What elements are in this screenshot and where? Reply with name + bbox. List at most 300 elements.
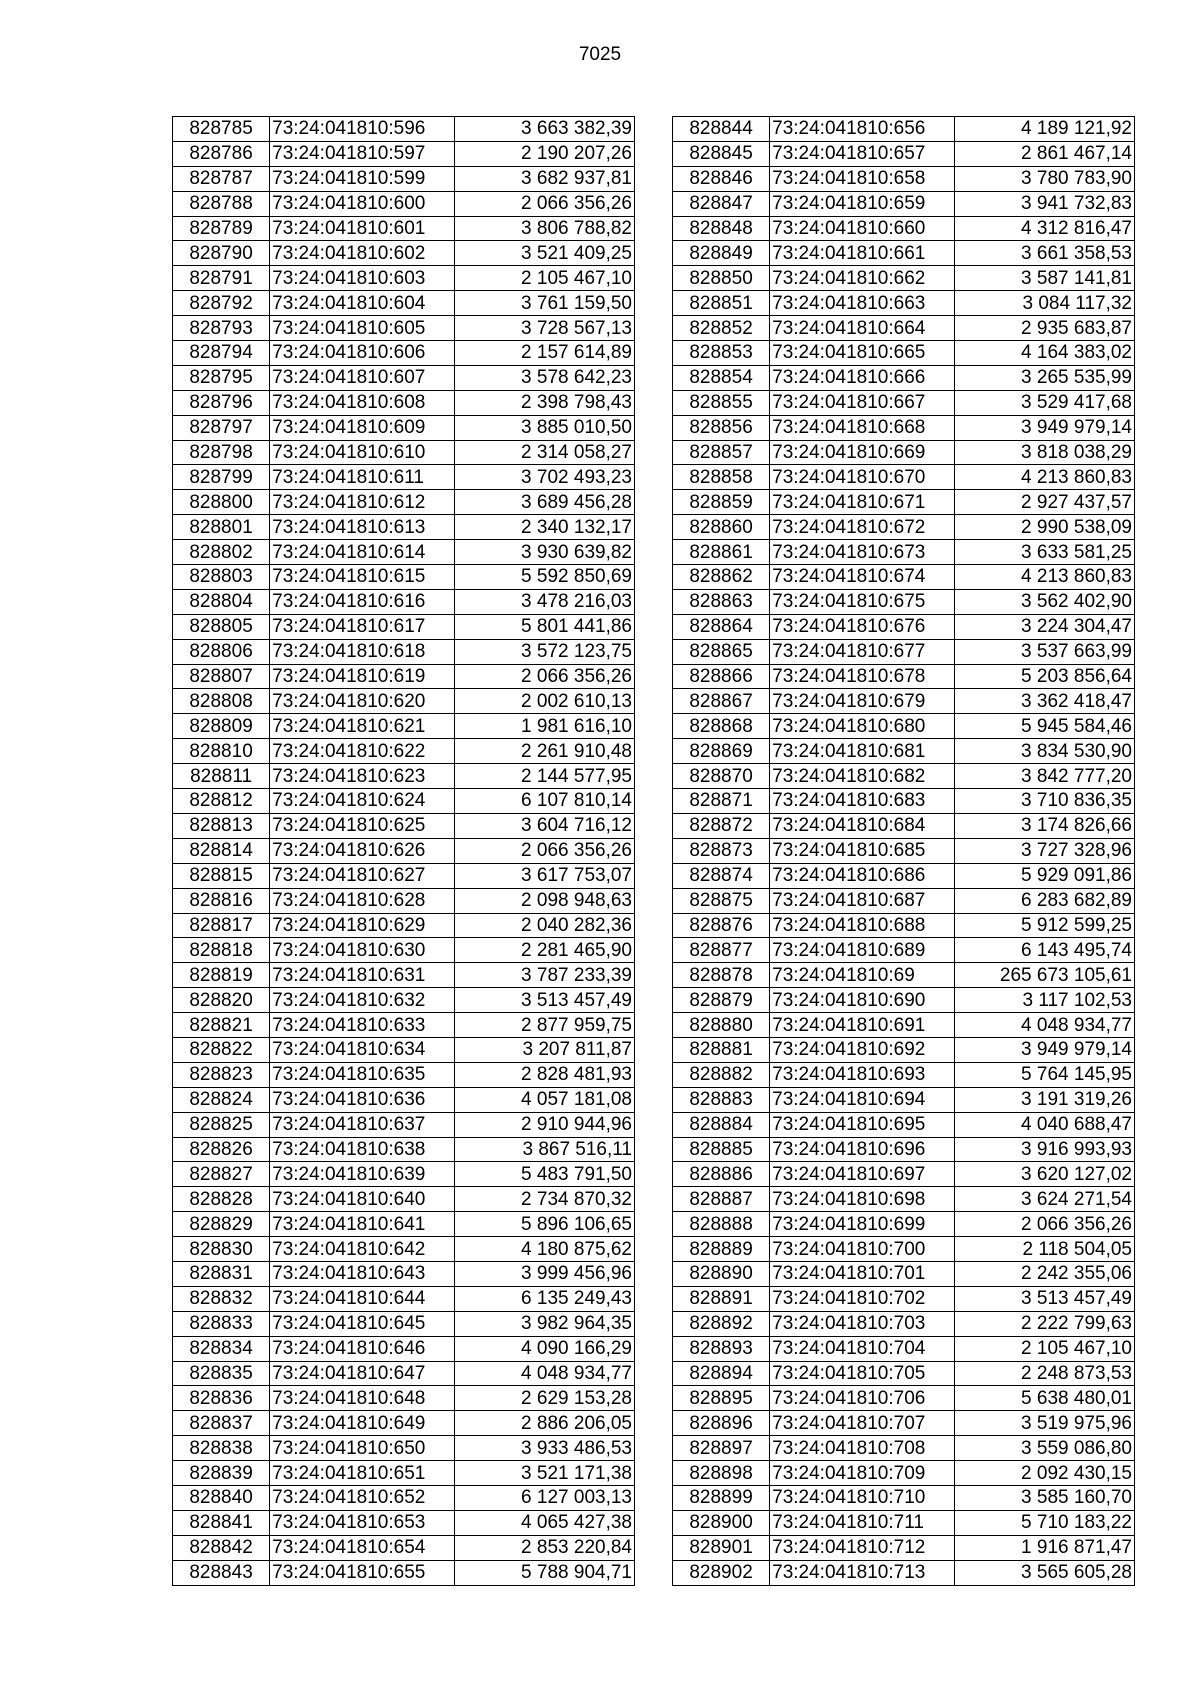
row-number-cell: 828815 — [173, 863, 270, 888]
registry-table-right — [672, 116, 1135, 1586]
cadastral-number-cell: 73:24:041810:669 — [770, 440, 955, 465]
cadastral-number-cell: 73:24:041810:627 — [270, 863, 455, 888]
cadastral-number-cell: 73:24:041810:622 — [270, 739, 455, 764]
row-number-cell: 828849 — [673, 241, 770, 266]
value-cell: 5 764 145,95 — [955, 1062, 1135, 1087]
table-row — [173, 714, 635, 739]
cadastral-number-cell: 73:24:041810:612 — [270, 490, 455, 515]
value-cell: 5 896 106,65 — [455, 1212, 635, 1237]
value-cell: 2 877 959,75 — [455, 1013, 635, 1038]
row-number-cell: 828823 — [173, 1062, 270, 1087]
cadastral-number-cell: 73:24:041810:675 — [770, 589, 955, 614]
row-number-cell: 828798 — [173, 440, 270, 465]
value-cell: 3 117 102,53 — [955, 988, 1135, 1013]
value-cell: 2 910 944,96 — [455, 1112, 635, 1137]
row-number-cell: 828894 — [673, 1361, 770, 1386]
registry-table-left — [172, 116, 635, 1586]
table-row — [173, 1087, 635, 1112]
table-row — [173, 515, 635, 540]
cadastral-number-cell: 73:24:041810:694 — [770, 1087, 955, 1112]
table-row — [673, 888, 1135, 913]
cadastral-number-cell: 73:24:041810:703 — [770, 1311, 955, 1336]
value-cell: 3 617 753,07 — [455, 863, 635, 888]
cadastral-number-cell: 73:24:041810:702 — [770, 1286, 955, 1311]
row-number-cell: 828846 — [673, 166, 770, 191]
row-number-cell: 828861 — [673, 540, 770, 565]
value-cell: 5 592 850,69 — [455, 565, 635, 590]
value-cell: 2 927 437,57 — [955, 490, 1135, 515]
table-row — [173, 1137, 635, 1162]
table-row — [673, 141, 1135, 166]
value-cell: 3 661 358,53 — [955, 241, 1135, 266]
cadastral-number-cell: 73:24:041810:667 — [770, 390, 955, 415]
cadastral-number-cell: 73:24:041810:677 — [770, 639, 955, 664]
table-row — [173, 888, 635, 913]
row-number-cell: 828809 — [173, 714, 270, 739]
row-number-cell: 828888 — [673, 1212, 770, 1237]
value-cell: 3 728 567,13 — [455, 316, 635, 341]
table-row — [673, 117, 1135, 142]
value-cell: 4 213 860,83 — [955, 565, 1135, 590]
cadastral-number-cell: 73:24:041810:621 — [270, 714, 455, 739]
table-row — [173, 1510, 635, 1535]
value-cell: 3 084 117,32 — [955, 291, 1135, 316]
table-row — [673, 789, 1135, 814]
table-row — [673, 1560, 1135, 1585]
page-number: 7025 — [578, 44, 622, 65]
table-row — [173, 813, 635, 838]
value-cell: 6 143 495,74 — [955, 938, 1135, 963]
table-row — [673, 938, 1135, 963]
row-number-cell: 828797 — [173, 415, 270, 440]
row-number-cell: 828831 — [173, 1261, 270, 1286]
value-cell: 3 842 777,20 — [955, 764, 1135, 789]
row-number-cell: 828858 — [673, 465, 770, 490]
value-cell: 2 066 356,26 — [955, 1212, 1135, 1237]
row-number-cell: 828837 — [173, 1411, 270, 1436]
row-number-cell: 828840 — [173, 1485, 270, 1510]
table-row — [673, 266, 1135, 291]
cadastral-number-cell: 73:24:041810:69 — [770, 963, 955, 988]
table-row — [673, 1535, 1135, 1560]
value-cell: 2 118 504,05 — [955, 1237, 1135, 1262]
cadastral-number-cell: 73:24:041810:638 — [270, 1137, 455, 1162]
value-cell: 1 981 616,10 — [455, 714, 635, 739]
cadastral-number-cell: 73:24:041810:656 — [770, 117, 955, 142]
table-row — [673, 589, 1135, 614]
value-cell: 3 521 409,25 — [455, 241, 635, 266]
row-number-cell: 828835 — [173, 1361, 270, 1386]
table-row — [173, 1485, 635, 1510]
row-number-cell: 828852 — [673, 316, 770, 341]
table-row — [173, 1535, 635, 1560]
table-row — [173, 614, 635, 639]
row-number-cell: 828801 — [173, 515, 270, 540]
value-cell: 3 529 417,68 — [955, 390, 1135, 415]
row-number-cell: 828870 — [673, 764, 770, 789]
table-row — [673, 1411, 1135, 1436]
table-row — [673, 739, 1135, 764]
table-row — [673, 1062, 1135, 1087]
value-cell: 3 885 010,50 — [455, 415, 635, 440]
value-cell: 2 066 356,26 — [455, 838, 635, 863]
cadastral-number-cell: 73:24:041810:657 — [770, 141, 955, 166]
row-number-cell: 828886 — [673, 1162, 770, 1187]
cadastral-number-cell: 73:24:041810:706 — [770, 1386, 955, 1411]
table-row — [173, 639, 635, 664]
value-cell: 3 224 304,47 — [955, 614, 1135, 639]
value-cell: 3 478 216,03 — [455, 589, 635, 614]
table-row — [673, 1013, 1135, 1038]
row-number-cell: 828853 — [673, 341, 770, 366]
row-number-cell: 828834 — [173, 1336, 270, 1361]
cadastral-number-cell: 73:24:041810:633 — [270, 1013, 455, 1038]
value-cell: 2 935 683,87 — [955, 316, 1135, 341]
cadastral-number-cell: 73:24:041810:632 — [270, 988, 455, 1013]
cadastral-number-cell: 73:24:041810:697 — [770, 1162, 955, 1187]
cadastral-number-cell: 73:24:041810:618 — [270, 639, 455, 664]
row-number-cell: 828869 — [673, 739, 770, 764]
table-row — [173, 1411, 635, 1436]
value-cell: 2 734 870,32 — [455, 1187, 635, 1212]
cadastral-number-cell: 73:24:041810:611 — [270, 465, 455, 490]
cadastral-number-cell: 73:24:041810:647 — [270, 1361, 455, 1386]
table-row — [173, 1037, 635, 1062]
row-number-cell: 828829 — [173, 1212, 270, 1237]
cadastral-number-cell: 73:24:041810:649 — [270, 1411, 455, 1436]
cadastral-number-cell: 73:24:041810:673 — [770, 540, 955, 565]
table-row — [673, 390, 1135, 415]
value-cell: 4 213 860,83 — [955, 465, 1135, 490]
cadastral-number-cell: 73:24:041810:659 — [770, 191, 955, 216]
row-number-cell: 828796 — [173, 390, 270, 415]
row-number-cell: 828839 — [173, 1461, 270, 1486]
cadastral-number-cell: 73:24:041810:674 — [770, 565, 955, 590]
cadastral-number-cell: 73:24:041810:665 — [770, 341, 955, 366]
table-row — [673, 365, 1135, 390]
row-number-cell: 828847 — [673, 191, 770, 216]
table-row — [173, 241, 635, 266]
row-number-cell: 828805 — [173, 614, 270, 639]
value-cell: 2 002 610,13 — [455, 689, 635, 714]
cadastral-number-cell: 73:24:041810:672 — [770, 515, 955, 540]
value-cell: 5 710 183,22 — [955, 1510, 1135, 1535]
cadastral-number-cell: 73:24:041810:617 — [270, 614, 455, 639]
row-number-cell: 828800 — [173, 490, 270, 515]
value-cell: 2 314 058,27 — [455, 440, 635, 465]
cadastral-number-cell: 73:24:041810:600 — [270, 191, 455, 216]
value-cell: 3 818 038,29 — [955, 440, 1135, 465]
table-row — [173, 1461, 635, 1486]
cadastral-number-cell: 73:24:041810:689 — [770, 938, 955, 963]
row-number-cell: 828876 — [673, 913, 770, 938]
value-cell: 3 604 716,12 — [455, 813, 635, 838]
value-cell: 3 513 457,49 — [955, 1286, 1135, 1311]
cadastral-number-cell: 73:24:041810:687 — [770, 888, 955, 913]
row-number-cell: 828827 — [173, 1162, 270, 1187]
cadastral-number-cell: 73:24:041810:602 — [270, 241, 455, 266]
cadastral-number-cell: 73:24:041810:704 — [770, 1336, 955, 1361]
value-cell: 5 203 856,64 — [955, 664, 1135, 689]
cadastral-number-cell: 73:24:041810:660 — [770, 216, 955, 241]
value-cell: 265 673 105,61 — [955, 963, 1135, 988]
value-cell: 3 562 402,90 — [955, 589, 1135, 614]
cadastral-number-cell: 73:24:041810:664 — [770, 316, 955, 341]
cadastral-number-cell: 73:24:041810:601 — [270, 216, 455, 241]
table-row — [673, 1237, 1135, 1262]
table-row — [673, 1311, 1135, 1336]
cadastral-number-cell: 73:24:041810:610 — [270, 440, 455, 465]
row-number-cell: 828836 — [173, 1386, 270, 1411]
table-row — [173, 1112, 635, 1137]
row-number-cell: 828786 — [173, 141, 270, 166]
row-number-cell: 828790 — [173, 241, 270, 266]
cadastral-number-cell: 73:24:041810:640 — [270, 1187, 455, 1212]
cadastral-number-cell: 73:24:041810:607 — [270, 365, 455, 390]
value-cell: 3 867 516,11 — [455, 1137, 635, 1162]
value-cell: 1 916 871,47 — [955, 1535, 1135, 1560]
table-row — [673, 988, 1135, 1013]
value-cell: 6 283 682,89 — [955, 888, 1135, 913]
cadastral-number-cell: 73:24:041810:668 — [770, 415, 955, 440]
cadastral-number-cell: 73:24:041810:707 — [770, 1411, 955, 1436]
table-row — [173, 341, 635, 366]
value-cell: 3 191 319,26 — [955, 1087, 1135, 1112]
value-cell: 3 565 605,28 — [955, 1560, 1135, 1585]
cadastral-number-cell: 73:24:041810:629 — [270, 913, 455, 938]
table-row — [173, 415, 635, 440]
table-row — [173, 589, 635, 614]
cadastral-number-cell: 73:24:041810:596 — [270, 117, 455, 142]
table-row — [173, 390, 635, 415]
cadastral-number-cell: 73:24:041810:679 — [770, 689, 955, 714]
value-cell: 5 929 091,86 — [955, 863, 1135, 888]
cadastral-number-cell: 73:24:041810:606 — [270, 341, 455, 366]
cadastral-number-cell: 73:24:041810:658 — [770, 166, 955, 191]
value-cell: 3 585 160,70 — [955, 1485, 1135, 1510]
cadastral-number-cell: 73:24:041810:684 — [770, 813, 955, 838]
table-row — [173, 863, 635, 888]
table-row — [673, 1037, 1135, 1062]
table-row — [673, 639, 1135, 664]
value-cell: 3 587 141,81 — [955, 266, 1135, 291]
cadastral-number-cell: 73:24:041810:713 — [770, 1560, 955, 1585]
table-row — [173, 1261, 635, 1286]
value-cell: 4 040 688,47 — [955, 1112, 1135, 1137]
table-row — [673, 1361, 1135, 1386]
table-row — [673, 764, 1135, 789]
row-number-cell: 828859 — [673, 490, 770, 515]
value-cell: 6 135 249,43 — [455, 1286, 635, 1311]
value-cell: 2 222 799,63 — [955, 1311, 1135, 1336]
table-row — [673, 1212, 1135, 1237]
table-row — [673, 490, 1135, 515]
table-row — [173, 789, 635, 814]
cadastral-number-cell: 73:24:041810:696 — [770, 1137, 955, 1162]
row-number-cell: 828887 — [673, 1187, 770, 1212]
table-row — [173, 913, 635, 938]
row-number-cell: 828795 — [173, 365, 270, 390]
value-cell: 3 761 159,50 — [455, 291, 635, 316]
value-cell: 4 048 934,77 — [955, 1013, 1135, 1038]
row-number-cell: 828893 — [673, 1336, 770, 1361]
table-row — [673, 1187, 1135, 1212]
table-row — [173, 1386, 635, 1411]
value-cell: 2 281 465,90 — [455, 938, 635, 963]
cadastral-number-cell: 73:24:041810:676 — [770, 614, 955, 639]
table-row — [173, 191, 635, 216]
row-number-cell: 828816 — [173, 888, 270, 913]
value-cell: 3 982 964,35 — [455, 1311, 635, 1336]
cadastral-number-cell: 73:24:041810:604 — [270, 291, 455, 316]
row-number-cell: 828884 — [673, 1112, 770, 1137]
cadastral-number-cell: 73:24:041810:623 — [270, 764, 455, 789]
cadastral-number-cell: 73:24:041810:683 — [770, 789, 955, 814]
row-number-cell: 828867 — [673, 689, 770, 714]
value-cell: 3 633 581,25 — [955, 540, 1135, 565]
cadastral-number-cell: 73:24:041810:603 — [270, 266, 455, 291]
value-cell: 3 834 530,90 — [955, 739, 1135, 764]
value-cell: 5 945 584,46 — [955, 714, 1135, 739]
row-number-cell: 828889 — [673, 1237, 770, 1262]
value-cell: 3 710 836,35 — [955, 789, 1135, 814]
value-cell: 3 578 642,23 — [455, 365, 635, 390]
cadastral-number-cell: 73:24:041810:608 — [270, 390, 455, 415]
table-row — [673, 565, 1135, 590]
row-number-cell: 828838 — [173, 1436, 270, 1461]
value-cell: 5 788 904,71 — [455, 1560, 635, 1585]
cadastral-number-cell: 73:24:041810:653 — [270, 1510, 455, 1535]
table-row — [173, 988, 635, 1013]
value-cell: 2 092 430,15 — [955, 1461, 1135, 1486]
value-cell: 3 999 456,96 — [455, 1261, 635, 1286]
table-row — [173, 1062, 635, 1087]
row-number-cell: 828824 — [173, 1087, 270, 1112]
cadastral-number-cell: 73:24:041810:651 — [270, 1461, 455, 1486]
row-number-cell: 828794 — [173, 341, 270, 366]
row-number-cell: 828885 — [673, 1137, 770, 1162]
table-row — [673, 241, 1135, 266]
table-row — [673, 1261, 1135, 1286]
table-row — [173, 963, 635, 988]
row-number-cell: 828811 — [173, 764, 270, 789]
table-row — [173, 764, 635, 789]
value-cell: 2 105 467,10 — [455, 266, 635, 291]
table-row — [673, 465, 1135, 490]
table-row — [173, 316, 635, 341]
cadastral-number-cell: 73:24:041810:646 — [270, 1336, 455, 1361]
row-number-cell: 828871 — [673, 789, 770, 814]
value-cell: 4 164 383,02 — [955, 341, 1135, 366]
cadastral-number-cell: 73:24:041810:613 — [270, 515, 455, 540]
row-number-cell: 828898 — [673, 1461, 770, 1486]
value-cell: 2 066 356,26 — [455, 664, 635, 689]
value-cell: 3 265 535,99 — [955, 365, 1135, 390]
value-cell: 3 689 456,28 — [455, 490, 635, 515]
table-row — [673, 1286, 1135, 1311]
row-number-cell: 828806 — [173, 639, 270, 664]
table-row — [673, 341, 1135, 366]
table-row — [173, 1560, 635, 1585]
value-cell: 5 801 441,86 — [455, 614, 635, 639]
cadastral-number-cell: 73:24:041810:628 — [270, 888, 455, 913]
table-row — [173, 938, 635, 963]
table-row — [173, 117, 635, 142]
table-row — [173, 838, 635, 863]
cadastral-number-cell: 73:24:041810:605 — [270, 316, 455, 341]
cadastral-number-cell: 73:24:041810:644 — [270, 1286, 455, 1311]
value-cell: 4 057 181,08 — [455, 1087, 635, 1112]
value-cell: 3 702 493,23 — [455, 465, 635, 490]
cadastral-number-cell: 73:24:041810:693 — [770, 1062, 955, 1087]
row-number-cell: 828902 — [673, 1560, 770, 1585]
row-number-cell: 828883 — [673, 1087, 770, 1112]
table-row — [173, 1212, 635, 1237]
cadastral-number-cell: 73:24:041810:609 — [270, 415, 455, 440]
row-number-cell: 828844 — [673, 117, 770, 142]
value-cell: 3 941 732,83 — [955, 191, 1135, 216]
value-cell: 2 990 538,09 — [955, 515, 1135, 540]
cadastral-number-cell: 73:24:041810:655 — [270, 1560, 455, 1585]
cadastral-number-cell: 73:24:041810:616 — [270, 589, 455, 614]
table-row — [173, 540, 635, 565]
cadastral-number-cell: 73:24:041810:701 — [770, 1261, 955, 1286]
cadastral-number-cell: 73:24:041810:712 — [770, 1535, 955, 1560]
table-row — [173, 166, 635, 191]
cadastral-number-cell: 73:24:041810:692 — [770, 1037, 955, 1062]
cadastral-number-cell: 73:24:041810:624 — [270, 789, 455, 814]
table-row — [173, 440, 635, 465]
table-row — [673, 1485, 1135, 1510]
cadastral-number-cell: 73:24:041810:620 — [270, 689, 455, 714]
row-number-cell: 828803 — [173, 565, 270, 590]
cadastral-number-cell: 73:24:041810:691 — [770, 1013, 955, 1038]
table-row — [173, 141, 635, 166]
row-number-cell: 828878 — [673, 963, 770, 988]
table-row — [673, 440, 1135, 465]
row-number-cell: 828843 — [173, 1560, 270, 1585]
value-cell: 2 861 467,14 — [955, 141, 1135, 166]
cadastral-number-cell: 73:24:041810:666 — [770, 365, 955, 390]
cadastral-number-cell: 73:24:041810:671 — [770, 490, 955, 515]
value-cell: 3 949 979,14 — [955, 1037, 1135, 1062]
table-row — [173, 1361, 635, 1386]
row-number-cell: 828877 — [673, 938, 770, 963]
row-number-cell: 828864 — [673, 614, 770, 639]
row-number-cell: 828812 — [173, 789, 270, 814]
row-number-cell: 828854 — [673, 365, 770, 390]
table-row — [673, 1436, 1135, 1461]
row-number-cell: 828818 — [173, 938, 270, 963]
row-number-cell: 828865 — [673, 639, 770, 664]
table-row — [673, 216, 1135, 241]
row-number-cell: 828828 — [173, 1187, 270, 1212]
row-number-cell: 828850 — [673, 266, 770, 291]
cadastral-number-cell: 73:24:041810:648 — [270, 1386, 455, 1411]
value-cell: 2 398 798,43 — [455, 390, 635, 415]
cadastral-number-cell: 73:24:041810:654 — [270, 1535, 455, 1560]
row-number-cell: 828791 — [173, 266, 270, 291]
row-number-cell: 828808 — [173, 689, 270, 714]
table-row — [673, 664, 1135, 689]
value-cell: 2 066 356,26 — [455, 191, 635, 216]
row-number-cell: 828860 — [673, 515, 770, 540]
table-row — [673, 714, 1135, 739]
cadastral-number-cell: 73:24:041810:662 — [770, 266, 955, 291]
cadastral-number-cell: 73:24:041810:637 — [270, 1112, 455, 1137]
row-number-cell: 828868 — [673, 714, 770, 739]
cadastral-number-cell: 73:24:041810:698 — [770, 1187, 955, 1212]
